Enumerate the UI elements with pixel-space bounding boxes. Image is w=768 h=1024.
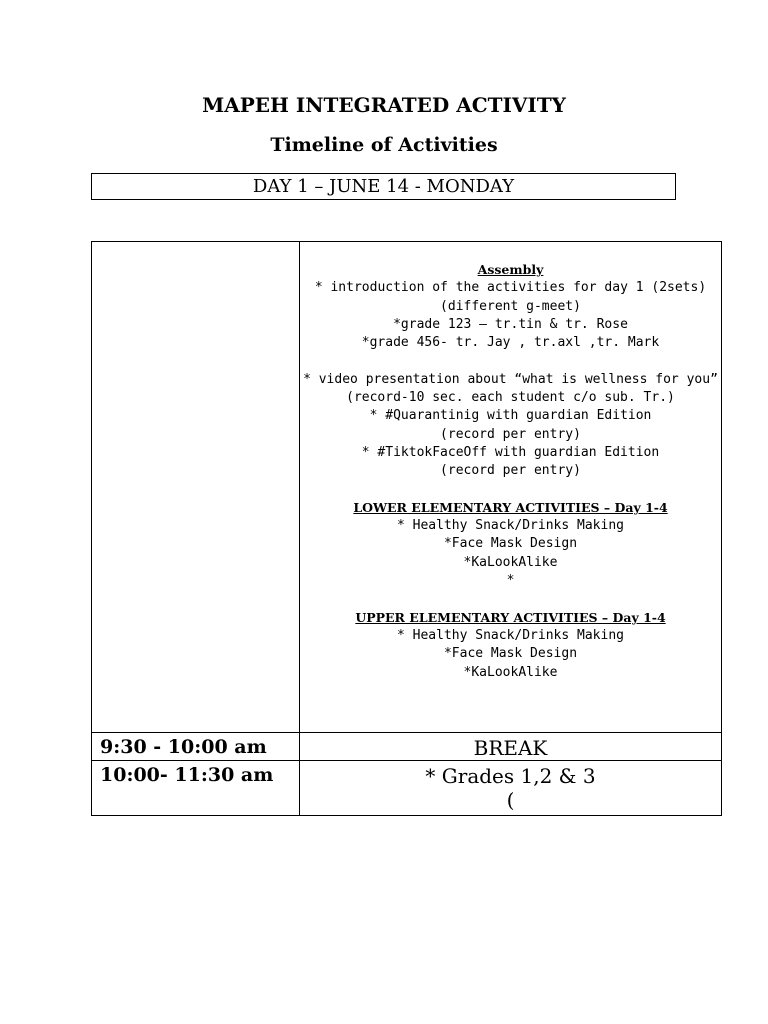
spacer [300, 481, 721, 499]
list-item: *Face Mask Design [443, 536, 578, 552]
list-item: *grade 456- tr. Jay , tr.axl ,tr. Mark [361, 335, 660, 351]
grades-label: * Grades 1,2 & 3 [425, 763, 596, 788]
list-item: *KaLookAlike [463, 554, 558, 570]
activity-cell [300, 760, 722, 815]
time-cell [92, 242, 300, 733]
table-row [92, 760, 722, 815]
list-item: * Healthy Snack/Drinks Making [397, 627, 624, 643]
list-item: (record-10 sec. each student c/o sub. Tr.) [346, 390, 675, 406]
list-item: * #Quarantinig with guardian Edition [369, 408, 652, 424]
lower-elementary-heading: LOWER ELEMENTARY ACTIVITIES – Day 1-4 [353, 499, 668, 515]
list-item: * video presentation about “what is wellness for you” [303, 371, 718, 387]
activity-cell [300, 732, 722, 760]
time-cell [92, 760, 300, 815]
list-item: (different g-meet) [440, 298, 581, 314]
time-label: 10:00- 11:30 am [100, 763, 274, 786]
activity-details [300, 242, 721, 732]
paren-text: ( [506, 787, 515, 812]
document-title: MAPEH INTEGRATED ACTIVITY [202, 93, 566, 117]
day-heading: DAY 1 – JUNE 14 - MONDAY [91, 173, 676, 200]
time-label [92, 242, 299, 245]
upper-elementary-heading: UPPER ELEMENTARY ACTIVITIES – Day 1-4 [355, 609, 666, 625]
list-item: * #TiktokFaceOff with guardian Edition [361, 444, 660, 460]
list-item: (record per entry) [440, 426, 581, 442]
list-item: *Face Mask Design [443, 646, 578, 662]
activity-cell [300, 242, 722, 733]
time-label: 9:30 - 10:00 am [100, 735, 267, 758]
spacer [300, 352, 721, 370]
list-item: *KaLookAlike [463, 664, 558, 680]
schedule-table [91, 241, 722, 816]
spacer [300, 590, 721, 608]
time-cell [92, 732, 300, 760]
table-row [92, 732, 722, 760]
list-item: (record per entry) [440, 463, 581, 479]
break-label: BREAK [473, 735, 548, 760]
list-item: * introduction of the activities for day 1 (2sets) [314, 280, 707, 296]
assembly-heading: Assembly [477, 262, 544, 277]
list-item: * Healthy Snack/Drinks Making [397, 518, 624, 534]
document-subtitle: Timeline of Activities [270, 134, 498, 156]
table-row [92, 242, 722, 733]
list-item: * [506, 573, 515, 589]
list-item: *grade 123 – tr.tin & tr. Rose [393, 316, 628, 332]
